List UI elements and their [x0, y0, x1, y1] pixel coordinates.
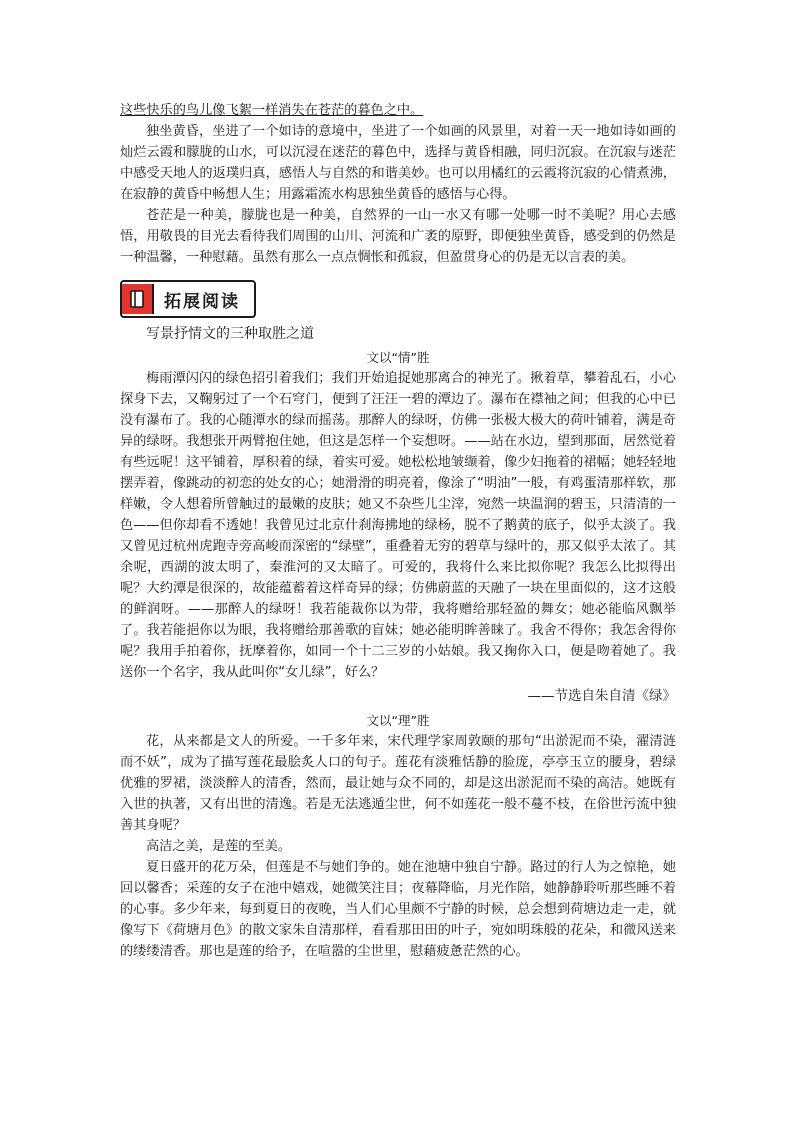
book-icon — [122, 284, 154, 314]
banner-title: 拓展阅读 — [164, 291, 240, 312]
banner-box — [120, 280, 256, 318]
document-page — [120, 100, 676, 962]
section-body-emotion: 梅雨潭闪闪的绿色招引着我们；我们开始追捉她那离合的神光了。揪着草，攀着乱石，小心探身下去，又鞠躬过了一个石穹门，便到了汪汪一碧的潭边了。瀑布在襟袖之间；但我的心中已没有瀑布了。我的心随潭水的绿而摇荡。那醉人的绿呀，仿佛一张极大极大的荷叶铺着，满是奇异的绿呀。我想张开两臂抱住她，但这是怎样一个妄想呀。——站在水边，望到那面，居然觉着有些远呢！这平铺着，厚积着的绿，着实可爱。她松松地皱缬着，像少妇拖着的裙幅；她轻轻地摆弄着，像跳动的初恋的处女的心；她滑滑的明亮着，像涂了“明油”一般，有鸡蛋清那样软，那样嫩，令人想着所曾触过的最嫩的皮肤；她又不杂些儿尘滓，宛然一块温润的碧玉，只清清的一色——但你却看不透她！我曾见过北京什刹海拂地的绿杨，脱不了鹅黄的底子，似乎太淡了。我又曾见过杭州虎跑寺旁高峻而深密的“绿壁”，重叠着无穷的碧草与绿叶的，那又似乎太浓了。其余呢，西湖的波太明了，秦淮河的又太暗了。可爱的，我将什么来比拟你呢？我怎么比拟得出呢？大约潭是很深的，故能蕴蓄着这样奇异的绿；仿佛蔚蓝的天融了一块在里面似的，这才这般的鲜润呀。——那醉人的绿呀！我若能裁你以为带，我将赠给那轻盈的舞女；她必能临风飘举了。我若能挹你以为眼，我将赠给那善歌的盲妹；她必能明眸善睐了。我舍不得你；我怎舍得你呢？我用手拍着你，抚摩着你，如同一个十二三岁的小姑娘。我又掬你入口，便是吻着她了。我送你一个名字，我从此叫你“女儿绿”，好么？ — [120, 371, 676, 680]
source-attribution: ——节选自朱自清《绿》 — [527, 688, 676, 704]
section-heading-emotion: 文以“情”胜 — [366, 350, 430, 365]
paragraph-dusk-1: 独坐黄昏，坐进了一个如诗的意境中，坐进了一个如画的风景里，对着一天一地如诗如画的灿烂云霞和朦胧的山水，可以沉浸在迷茫的暮色中，选择与黄昏相融，同归沉寂。在沉寂与迷茫中感受天地人的返璞归真，感悟人与自然的和谐美妙。也可以用橘红的云霞将沉寂的心情煮沸，在寂静的黄昏中畅想人生；用露霜流水构思独坐黄昏的感悟与心得。 — [120, 124, 676, 202]
paragraph-dusk-2: 苍茫是一种美，朦胧也是一种美，自然界的一山一水又有哪一处哪一时不美呢？用心去感悟，用敬畏的目光去看待我们周围的山川、河流和广袤的原野，即便独坐黄昏，感受到的仍然是一种温馨，一种慰藉。虽然有那么一点点惆怅和孤寂，但盈贯身心的仍是无以言表的美。 — [120, 208, 676, 265]
article-title: 写景抒情文的三种取胜之道 — [146, 326, 314, 342]
section-paragraph-lotus-2: 高洁之美，是莲的至美。 — [146, 839, 292, 854]
section-heading-reason: 文以“理”胜 — [366, 713, 430, 728]
section-paragraph-lotus-3: 夏日盛开的花万朵，但莲是不与她们争的。她在池塘中独自宁静。路过的行人为之惊艳，她回以馨香；采莲的女子在池中嬉戏，她微笑注目；夜幕降临，月光作陪，她静静聆听那些睡不着的心事。多少年来，每到夏日的夜晚，当人们心里颇不宁静的时候，总会想到荷塘边走一走，就像写下《荷塘月色》的散文家朱自清那样，看看那田田的叶子，宛如明珠般的花朵，和微风送来的缕缕清香。那也是莲的给予，在喧嚣的尘世里，慰藉疲惫茫然的心。 — [120, 860, 676, 959]
extended-reading-banner — [120, 280, 676, 318]
section-paragraph-lotus-1: 花，从来都是文人的所爱。一千多年来，宋代理学家周敦颐的那句“出淤泥而不染，濯清涟而不妖”，成为了描写莲花最脍炙人口的句子。莲花有淡雅恬静的脸庞，亭亭玉立的腰身，碧绿优雅的罗裙，淡淡醉人的清香，然而，最让她与众不同的，却是这出淤泥而不染的高洁。她既有入世的执著，又有出世的清逸。若是无法逃遁尘世，何不如莲花一般不蔓不枝，在俗世污流中独善其身呢？ — [120, 734, 676, 833]
opening-line: 这些快乐的鸟儿像飞絮一样消失在苍茫的暮色之中。 — [120, 103, 424, 118]
